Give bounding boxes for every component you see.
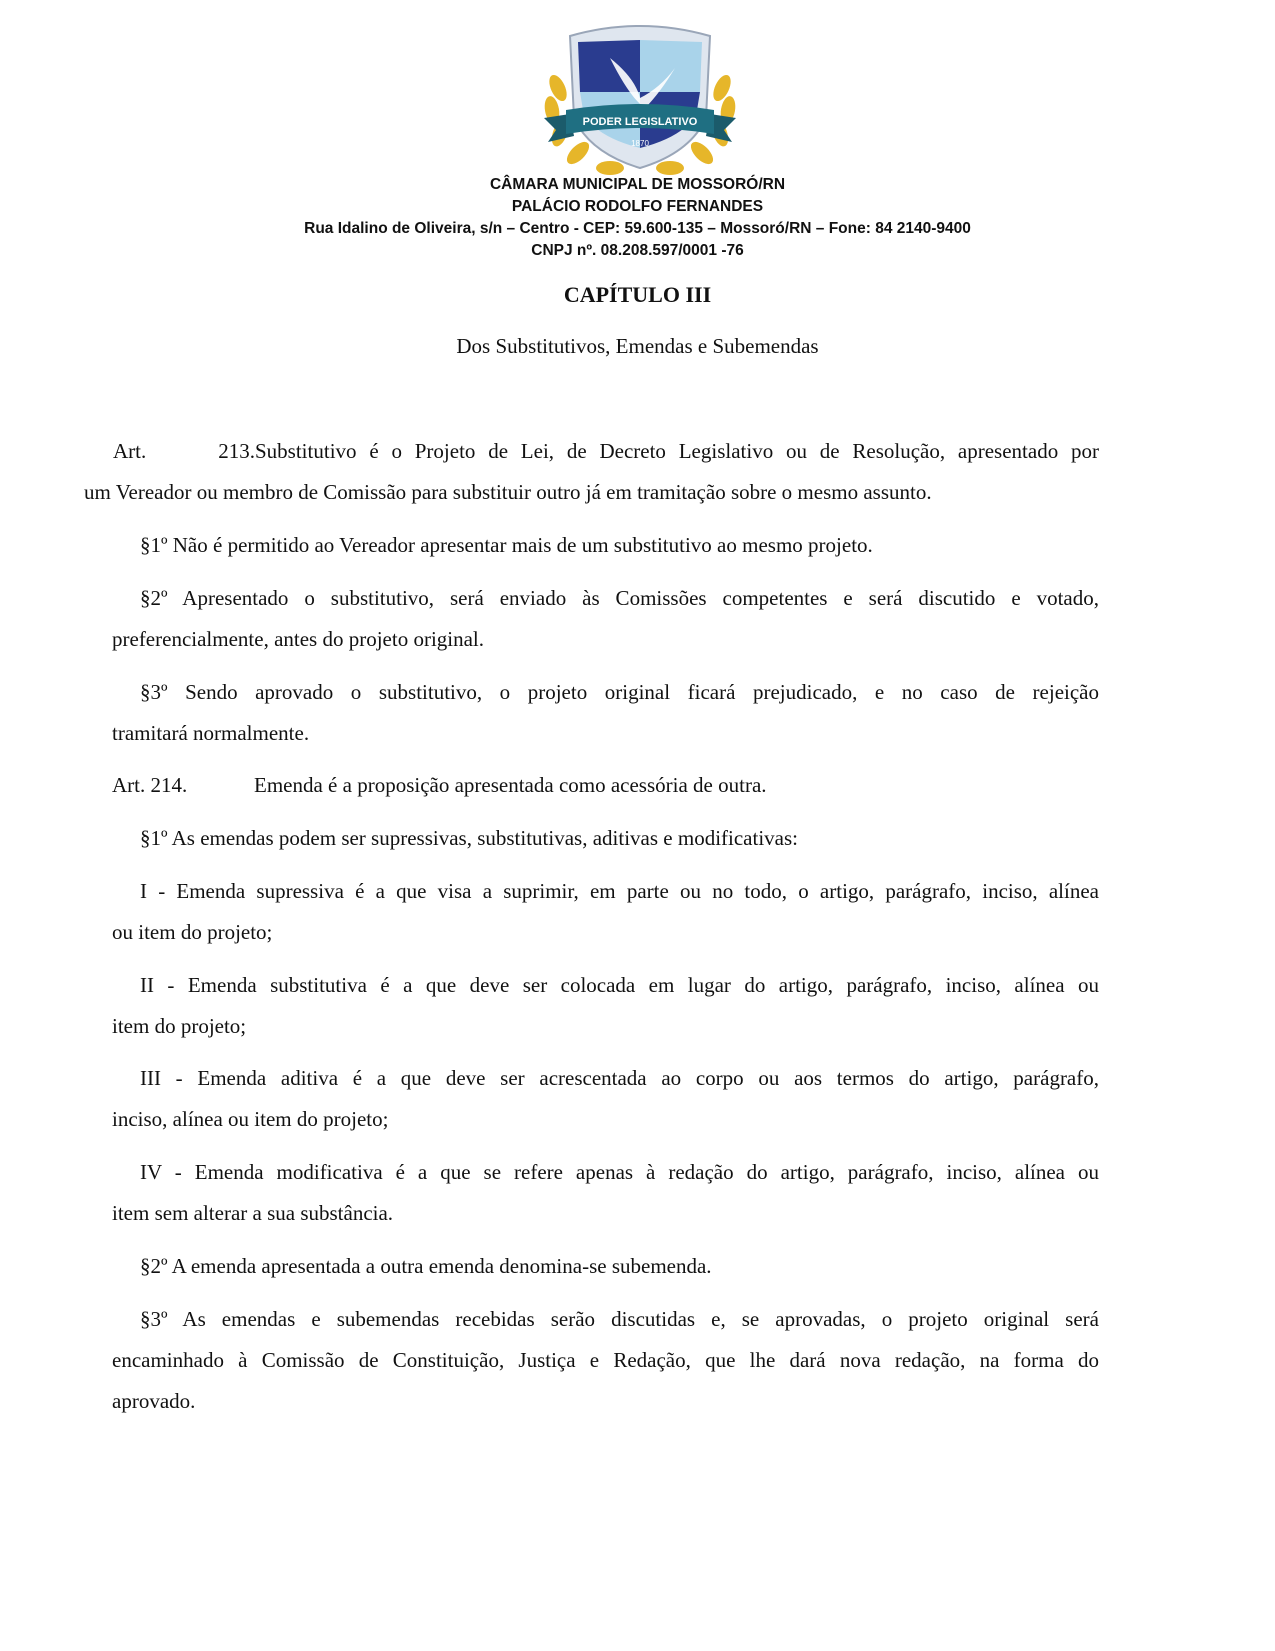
article-number: Art. 214. — [112, 773, 188, 797]
art214-paragraph-3: §3º As emendas e subemendas recebidas serão discutidas e, se aprovadas, o projeto original será encaminhado à Comissão de Constituição, Justiça e Redação, que lhe dará nova redação, na forma do aprovado. — [112, 1307, 1099, 1413]
art213-paragraph-1: §1º Não é permitido ao Vereador apresentar mais de um substitutivo ao mesmo projeto. — [140, 533, 873, 557]
art213-paragraph-2: §2º Apresentado o substitutivo, será enviado às Comissões competentes e será discutido e votado, preferencialmente, antes do projeto original. — [112, 586, 1099, 651]
svg-text:1870: 1870 — [631, 139, 649, 148]
address: Rua Idalino de Oliveira, s/n – Centro - CEP: 59.600-135 – Mossoró/RN – Fone: 84 2140-9400 — [304, 220, 971, 237]
art214-item-iii: III - Emenda aditiva é a que deve ser acrescentada ao corpo ou aos termos do artigo, parágrafo, inciso, alínea ou item do projeto; — [112, 1066, 1099, 1131]
article-214: Art. 214. Emenda é a proposição apresentada como acessória de outra. — [112, 765, 1099, 806]
art214-paragraph-2: §2º A emenda apresentada a outra emenda denomina-se subemenda. — [140, 1254, 712, 1278]
chamber-logo — [540, 18, 740, 180]
cnpj: CNPJ nº. 08.208.597/0001 -76 — [531, 242, 744, 259]
svg-text:PODER LEGISLATIVO: PODER LEGISLATIVO — [582, 116, 698, 128]
article-number: Art. 213. — [113, 439, 255, 463]
art214-paragraph-1: §1º As emendas podem ser supressivas, substitutivas, aditivas e modificativas: — [140, 826, 798, 850]
institution-name: CÂMARA MUNICIPAL DE MOSSORÓ/RN — [489, 176, 786, 193]
palace-name: PALÁCIO RODOLFO FERNANDES — [511, 198, 764, 215]
article-213: Art. 213.Substitutivo é o Projeto de Lei, de Decreto Legislativo ou de Resolução, apresentado por um Vereador ou membro de Comissão para substituir outro já em tramitação sobre o mesmo assunto. — [84, 431, 1099, 513]
chapter-title: CAPÍTULO III — [563, 282, 712, 307]
dove-crest-icon — [540, 18, 740, 180]
chapter-subtitle: Dos Substitutivos, Emendas e Subemendas — [456, 334, 819, 358]
art214-item-iv: IV - Emenda modificativa é a que se refere apenas à redação do artigo, parágrafo, inciso, alínea ou item sem alterar a sua substância. — [112, 1160, 1099, 1225]
art213-paragraph-3: §3º Sendo aprovado o substitutivo, o projeto original ficará prejudicado, e no caso de rejeição tramitará normalmente. — [112, 680, 1099, 745]
art214-item-ii: II - Emenda substitutiva é a que deve ser colocada em lugar do artigo, parágrafo, inciso, alínea ou item do projeto; — [112, 973, 1099, 1038]
art214-item-i: I - Emenda supressiva é a que visa a suprimir, em parte ou no todo, o artigo, parágrafo, inciso, alínea ou item do projeto; — [112, 879, 1099, 944]
